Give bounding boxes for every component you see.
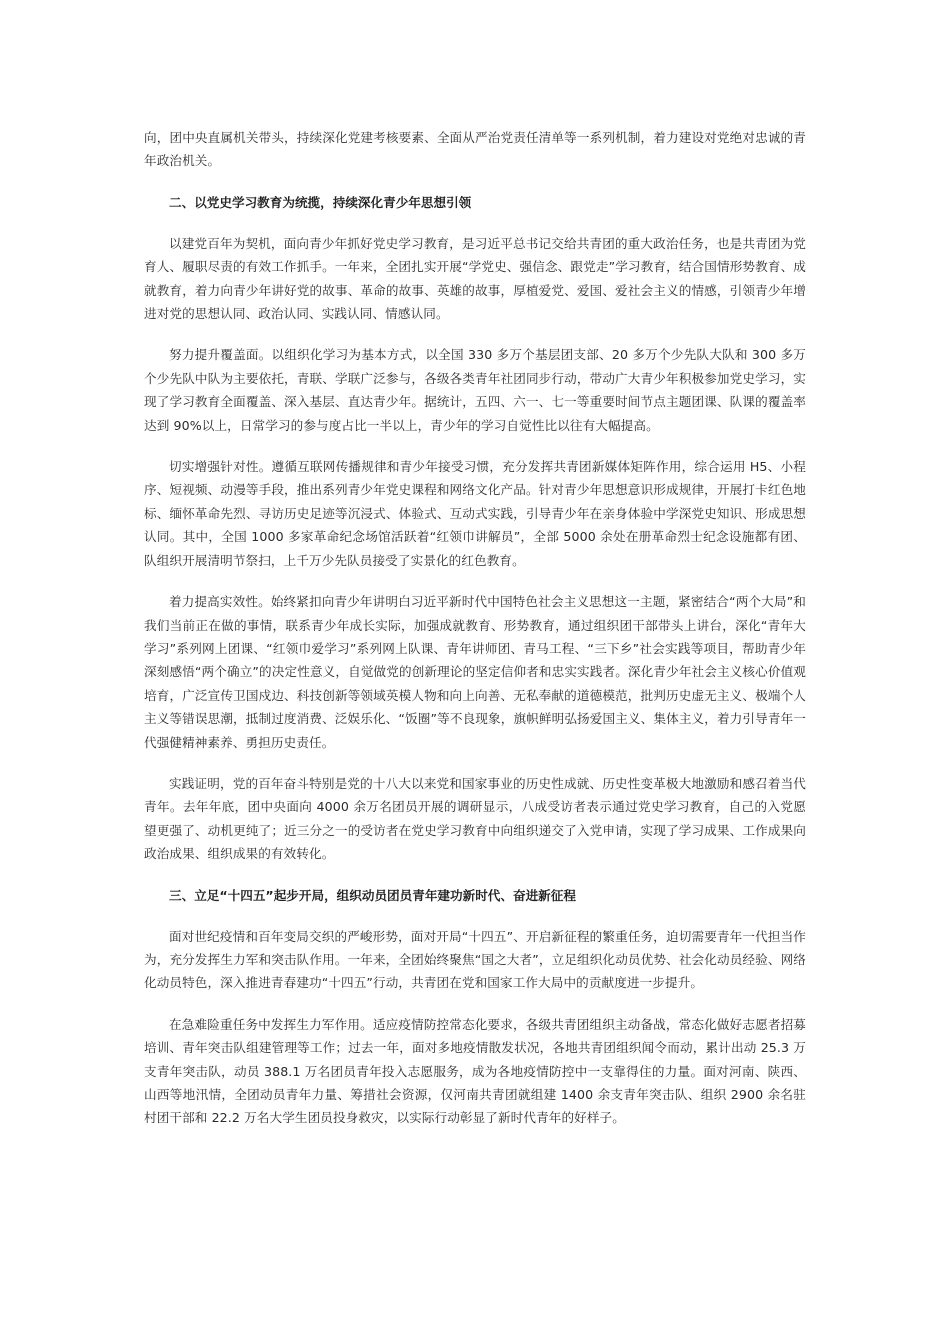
paragraph: 面对世纪疫情和百年变局交织的严峻形势，面对开局“十四五”、开启新征程的繁重任务，迫切需要青年一代担当作为，充分发挥生力军和突击队作用。一年来，全团始终聚焦“国之大者”，立足组织化动员优势、社会化动员经验、网络化动员特色，深入推进青春建功“十四五”行动，共青团在党和国家工作大局中的贡献度进一步提升。	[144, 928, 806, 991]
paragraph: 在急难险重任务中发挥生力军作用。适应疫情防控常态化要求，各级共青团组织主动备战，常态化做好志愿者招募培训、青年突击队组建管理等工作；过去一年，面对多地疫情散发状况，各地共青团组织闻令而动，累计出动 25.3 万支青年突击队，动员 388.1 万名团员青年投入志愿服务，成为各地疫情防控中一支靠得住的力量。面对河南、陕西、山西等地汛情，全团动员青年力量、筹措社会资源，仅河南共青团就组建 1400 余支青年突击队、组织 2900 余名驻村团干部和 22.2 万名大学生团员投身救灾，以实际行动彰显了新时代青年的好样子。	[144, 1016, 806, 1126]
paragraph: 努力提升覆盖面。以组织化学习为基本方式，以全国 330 多万个基层团支部、20 多万个少先队大队和 300 多万个少先队中队为主要依托，青联、学联广泛参与，各级各类青年社团同步行动，带动广大青少年积极参加党史学习，实现了学习教育全面覆盖、深入基层、直达青少年。据统计，五四、六一、七一等重要时间节点主题团课、队课的覆盖率达到 90%以上，日常学习的参与度占比一半以上，青少年的学习自觉性比以往有大幅提高。	[144, 347, 806, 433]
paragraph: 切实增强针对性。遵循互联网传播规律和青少年接受习惯，充分发挥共青团新媒体矩阵作用，综合运用 H5、小程序、短视频、动漫等手段，推出系列青少年党史课程和网络文化产品。针对青少年思想意识形成规律，开展打卡红色地标、缅怀革命先烈、寻访历史足迹等沉浸式、体验式、互动式实践，引导青少年在亲身体验中学深党史知识、形成思想认同。其中，全国 1000 多家革命纪念场馆活跃着“红领巾讲解员”，全部 5000 余处在册革命烈士纪念设施都有团、队组织开展清明节祭扫，上千万少先队员接受了实景化的红色教育。	[144, 459, 806, 568]
section-heading-2: 二、以党史学习教育为统揽，持续深化青少年思想引领	[169, 194, 472, 210]
paragraph: 实践证明，党的百年奋斗特别是党的十八大以来党和国家事业的历史性成就、历史性变革极大地激励和感召着当代青年。去年年底，团中央面向 4000 余万名团员开展的调研显示，八成受访者表示通过党史学习教育，自己的入党愿望更强了、动机更纯了；近三分之一的受访者在党史学习教育中向组织递交了入党申请，实现了学习成果、工作成果向政治成果、组织成果的有效转化。	[144, 775, 806, 862]
paragraph-continuation: 向，团中央直属机关带头，持续深化党建考核要素、全面从严治党责任清单等一系列机制，着力建设对党绝对忠诚的青年政治机关。	[144, 130, 806, 169]
paragraph: 以建党百年为契机，面向青少年抓好党史学习教育，是习近平总书记交给共青团的重大政治任务，也是共青团为党育人、履职尽责的有效工作抓手。一年来，全团扎实开展“学党史、强信念、跟党走”学习教育，结合国情形势教育、成就教育，着力向青少年讲好党的故事、革命的故事、英雄的故事，厚植爱党、爱国、爱社会主义的情感，引领青少年增进对党的思想认同、政治认同、实践认同、情感认同。	[144, 235, 806, 322]
paragraph: 着力提高实效性。始终紧扣向青少年讲明白习近平新时代中国特色社会主义思想这一主题，紧密结合“两个大局”和我们当前正在做的事情，联系青少年成长实际，加强成就教育、形势教育，通过组织团干部带头上讲台，深化“青年大学习”系列网上团课、“红领巾爱学习”系列网上队课、青年讲师团、青马工程、“三下乡”社会实践等项目，帮助青少年深刻感悟“两个确立”的决定性意义，自觉做党的创新理论的坚定信仰者和忠实实践者。深化青少年社会主义核心价值观培育，广泛宣传卫国戍边、科技创新等领域英模人物和向上向善、无私奉献的道德模范，批判历史虚无主义、极端个人主义等错误思潮，抵制过度消费、泛娱乐化、“饭圈”等不良现象，旗帜鲜明弘扬爱国主义、集体主义，着力引导青年一代强健精神素养、勇担历史责任。	[144, 594, 806, 750]
document-body	[144, 126, 806, 1148]
section-heading-3: 三、立足“十四五”起步开局，组织动员团员青年建功新时代、奋进新征程	[169, 887, 576, 903]
